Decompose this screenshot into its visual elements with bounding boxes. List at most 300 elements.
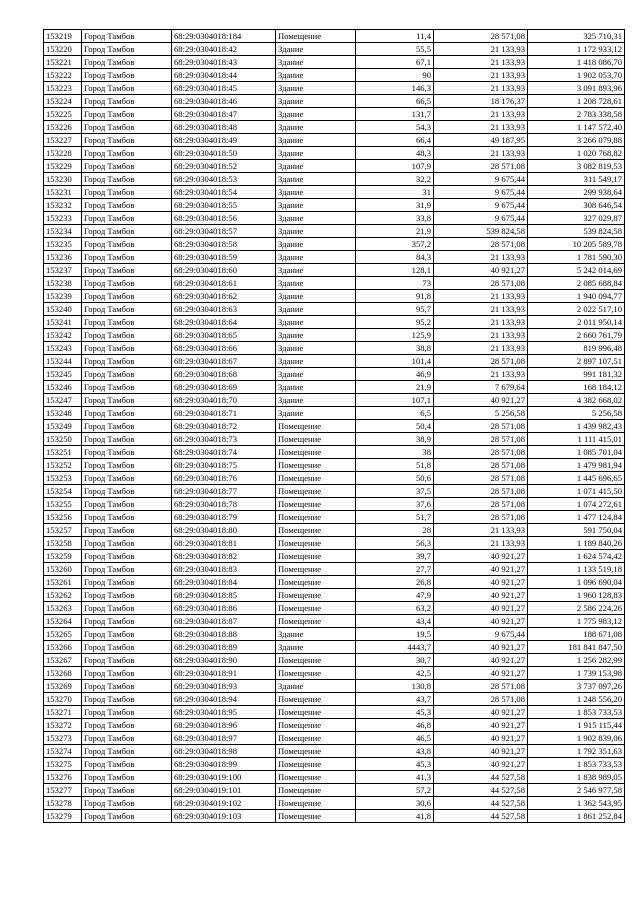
unit-value-cell: 40 921,27	[434, 264, 528, 277]
cadastral-value-cell: 1 792 351,63	[528, 745, 625, 758]
cadastral-number-cell: 68:29:0304018:80	[172, 524, 276, 537]
object-type-cell: Здание	[276, 628, 356, 641]
row-number-cell: 153262	[44, 589, 82, 602]
area-cell: 43,7	[356, 693, 434, 706]
cadastral-number-cell: 68:29:0304018:82	[172, 550, 276, 563]
locality-cell: Город Тамбов	[82, 771, 172, 784]
row-number-cell: 153272	[44, 719, 82, 732]
table-row	[44, 745, 625, 758]
area-cell: 37,6	[356, 498, 434, 511]
unit-value-cell: 40 921,27	[434, 576, 528, 589]
cadastral-value-cell: 3 091 893,96	[528, 82, 625, 95]
cadastral-value-cell: 1 781 590,30	[528, 251, 625, 264]
unit-value-cell: 21 133,93	[434, 82, 528, 95]
cadastral-value-cell: 2 586 224,26	[528, 602, 625, 615]
row-number-cell: 153277	[44, 784, 82, 797]
table-row	[44, 784, 625, 797]
cadastral-number-cell: 68:29:0304018:78	[172, 498, 276, 511]
table-row	[44, 641, 625, 654]
cadastral-value-cell: 1 020 768,82	[528, 147, 625, 160]
locality-cell: Город Тамбов	[82, 589, 172, 602]
unit-value-cell: 40 921,27	[434, 706, 528, 719]
cadastral-value-cell: 2 011 950,14	[528, 316, 625, 329]
unit-value-cell: 9 675,44	[434, 212, 528, 225]
table-row	[44, 654, 625, 667]
cadastral-number-cell: 68:29:0304018:96	[172, 719, 276, 732]
table-row	[44, 225, 625, 238]
unit-value-cell: 28 571,08	[434, 238, 528, 251]
area-cell: 43,4	[356, 615, 434, 628]
area-cell: 31	[356, 186, 434, 199]
cadastral-number-cell: 68:29:0304018:68	[172, 368, 276, 381]
locality-cell: Город Тамбов	[82, 446, 172, 459]
object-type-cell: Помещение	[276, 589, 356, 602]
unit-value-cell: 21 133,93	[434, 43, 528, 56]
cadastral-number-cell: 68:29:0304018:77	[172, 485, 276, 498]
object-type-cell: Помещение	[276, 576, 356, 589]
table-row	[44, 342, 625, 355]
unit-value-cell: 40 921,27	[434, 394, 528, 407]
cadastral-number-cell: 68:29:0304018:44	[172, 69, 276, 82]
object-type-cell: Здание	[276, 69, 356, 82]
area-cell: 41,8	[356, 810, 434, 823]
row-number-cell: 153267	[44, 654, 82, 667]
row-number-cell: 153252	[44, 459, 82, 472]
cadastral-number-cell: 68:29:0304018:47	[172, 108, 276, 121]
object-type-cell: Здание	[276, 329, 356, 342]
cadastral-value-cell: 1 902 839,06	[528, 732, 625, 745]
area-cell: 146,3	[356, 82, 434, 95]
area-cell: 19,5	[356, 628, 434, 641]
cadastral-number-cell: 68:29:0304018:49	[172, 134, 276, 147]
area-cell: 38	[356, 446, 434, 459]
cadastral-value-cell: 3 737 097,26	[528, 680, 625, 693]
row-number-cell: 153235	[44, 238, 82, 251]
table-row	[44, 147, 625, 160]
row-number-cell: 153234	[44, 225, 82, 238]
row-number-cell: 153265	[44, 628, 82, 641]
cadastral-value-cell: 2 022 517,10	[528, 303, 625, 316]
cadastral-number-cell: 68:29:0304018:50	[172, 147, 276, 160]
unit-value-cell: 40 921,27	[434, 563, 528, 576]
row-number-cell: 153221	[44, 56, 82, 69]
cadastral-number-cell: 68:29:0304018:71	[172, 407, 276, 420]
object-type-cell: Здание	[276, 264, 356, 277]
locality-cell: Город Тамбов	[82, 147, 172, 160]
row-number-cell: 153264	[44, 615, 82, 628]
area-cell: 54,3	[356, 121, 434, 134]
cadastral-number-cell: 68:29:0304018:81	[172, 537, 276, 550]
area-cell: 55,5	[356, 43, 434, 56]
cadastral-number-cell: 68:29:0304018:75	[172, 459, 276, 472]
unit-value-cell: 49 187,95	[434, 134, 528, 147]
cadastral-number-cell: 68:29:0304018:48	[172, 121, 276, 134]
locality-cell: Город Тамбов	[82, 108, 172, 121]
area-cell: 130,8	[356, 680, 434, 693]
area-cell: 39,7	[356, 550, 434, 563]
table-row	[44, 524, 625, 537]
cadastral-value-cell: 1 085 701,04	[528, 446, 625, 459]
table-row	[44, 108, 625, 121]
area-cell: 357,2	[356, 238, 434, 251]
object-type-cell: Здание	[276, 342, 356, 355]
cadastral-number-cell: 68:29:0304018:89	[172, 641, 276, 654]
object-type-cell: Помещение	[276, 758, 356, 771]
area-cell: 43,8	[356, 745, 434, 758]
cadastral-value-cell: 1 960 128,83	[528, 589, 625, 602]
object-type-cell: Помещение	[276, 667, 356, 680]
row-number-cell: 153229	[44, 160, 82, 173]
cadastral-number-cell: 68:29:0304018:55	[172, 199, 276, 212]
object-type-cell: Здание	[276, 381, 356, 394]
locality-cell: Город Тамбов	[82, 186, 172, 199]
table-row	[44, 459, 625, 472]
object-type-cell: Здание	[276, 251, 356, 264]
object-type-cell: Помещение	[276, 810, 356, 823]
cadastral-number-cell: 68:29:0304019:100	[172, 771, 276, 784]
row-number-cell: 153248	[44, 407, 82, 420]
table-row	[44, 368, 625, 381]
area-cell: 28	[356, 524, 434, 537]
area-cell: 37,5	[356, 485, 434, 498]
cadastral-value-cell: 1 418 086,70	[528, 56, 625, 69]
unit-value-cell: 28 571,08	[434, 693, 528, 706]
area-cell: 90	[356, 69, 434, 82]
area-cell: 91,8	[356, 290, 434, 303]
cadastral-value-cell: 2 085 688,84	[528, 277, 625, 290]
cadastral-number-cell: 68:29:0304018:42	[172, 43, 276, 56]
unit-value-cell: 7 679,64	[434, 381, 528, 394]
row-number-cell: 153233	[44, 212, 82, 225]
cadastral-number-cell: 68:29:0304018:53	[172, 173, 276, 186]
cadastral-value-cell: 1 172 933,12	[528, 43, 625, 56]
object-type-cell: Помещение	[276, 524, 356, 537]
area-cell: 56,3	[356, 537, 434, 550]
row-number-cell: 153225	[44, 108, 82, 121]
row-number-cell: 153261	[44, 576, 82, 589]
unit-value-cell: 28 571,08	[434, 680, 528, 693]
cadastral-number-cell: 68:29:0304018:90	[172, 654, 276, 667]
locality-cell: Город Тамбов	[82, 368, 172, 381]
cadastral-number-cell: 68:29:0304018:99	[172, 758, 276, 771]
cadastral-number-cell: 68:29:0304018:66	[172, 342, 276, 355]
locality-cell: Город Тамбов	[82, 563, 172, 576]
locality-cell: Город Тамбов	[82, 433, 172, 446]
unit-value-cell: 21 133,93	[434, 537, 528, 550]
object-type-cell: Здание	[276, 108, 356, 121]
unit-value-cell: 21 133,93	[434, 524, 528, 537]
table-row	[44, 290, 625, 303]
table-row	[44, 446, 625, 459]
unit-value-cell: 40 921,27	[434, 745, 528, 758]
cadastral-value-cell: 1 189 840,26	[528, 537, 625, 550]
object-type-cell: Помещение	[276, 797, 356, 810]
cadastral-number-cell: 68:29:0304018:72	[172, 420, 276, 433]
locality-cell: Город Тамбов	[82, 56, 172, 69]
object-type-cell: Здание	[276, 303, 356, 316]
unit-value-cell: 40 921,27	[434, 602, 528, 615]
object-type-cell: Помещение	[276, 30, 356, 43]
row-number-cell: 153219	[44, 30, 82, 43]
object-type-cell: Здание	[276, 641, 356, 654]
table-row	[44, 303, 625, 316]
locality-cell: Город Тамбов	[82, 758, 172, 771]
locality-cell: Город Тамбов	[82, 459, 172, 472]
cadastral-value-cell: 819 996,48	[528, 342, 625, 355]
unit-value-cell: 28 571,08	[434, 160, 528, 173]
cadastral-number-cell: 68:29:0304018:69	[172, 381, 276, 394]
unit-value-cell: 28 571,08	[434, 277, 528, 290]
locality-cell: Город Тамбов	[82, 82, 172, 95]
locality-cell: Город Тамбов	[82, 173, 172, 186]
locality-cell: Город Тамбов	[82, 745, 172, 758]
object-type-cell: Помещение	[276, 732, 356, 745]
cadastral-value-cell: 327 029,87	[528, 212, 625, 225]
unit-value-cell: 28 571,08	[434, 420, 528, 433]
object-type-cell: Здание	[276, 290, 356, 303]
locality-cell: Город Тамбов	[82, 251, 172, 264]
cadastral-number-cell: 68:29:0304018:74	[172, 446, 276, 459]
cadastral-number-cell: 68:29:0304018:98	[172, 745, 276, 758]
row-number-cell: 153227	[44, 134, 82, 147]
cadastral-value-cell: 1 147 572,40	[528, 121, 625, 134]
locality-cell: Город Тамбов	[82, 628, 172, 641]
area-cell: 42,5	[356, 667, 434, 680]
table-row	[44, 43, 625, 56]
object-type-cell: Здание	[276, 82, 356, 95]
cadastral-value-cell: 3 266 079,88	[528, 134, 625, 147]
object-type-cell: Здание	[276, 355, 356, 368]
cadastral-number-cell: 68:29:0304018:43	[172, 56, 276, 69]
row-number-cell: 153250	[44, 433, 82, 446]
row-number-cell: 153263	[44, 602, 82, 615]
unit-value-cell: 28 571,08	[434, 433, 528, 446]
table-row	[44, 680, 625, 693]
area-cell: 27,7	[356, 563, 434, 576]
area-cell: 67,1	[356, 56, 434, 69]
cadastral-number-cell: 68:29:0304018:62	[172, 290, 276, 303]
unit-value-cell: 40 921,27	[434, 732, 528, 745]
object-type-cell: Помещение	[276, 654, 356, 667]
object-type-cell: Здание	[276, 680, 356, 693]
row-number-cell: 153274	[44, 745, 82, 758]
unit-value-cell: 21 133,93	[434, 121, 528, 134]
table-row	[44, 30, 625, 43]
cadastral-value-cell: 1 248 556,20	[528, 693, 625, 706]
cadastral-value-cell: 2 897 107,51	[528, 355, 625, 368]
area-cell: 66,5	[356, 95, 434, 108]
object-type-cell: Помещение	[276, 563, 356, 576]
row-number-cell: 153278	[44, 797, 82, 810]
locality-cell: Город Тамбов	[82, 316, 172, 329]
cadastral-number-cell: 68:29:0304018:87	[172, 615, 276, 628]
cadastral-value-cell: 539 824,58	[528, 225, 625, 238]
area-cell: 84,3	[356, 251, 434, 264]
row-number-cell: 153255	[44, 498, 82, 511]
unit-value-cell: 40 921,27	[434, 550, 528, 563]
locality-cell: Город Тамбов	[82, 485, 172, 498]
area-cell: 63,2	[356, 602, 434, 615]
locality-cell: Город Тамбов	[82, 810, 172, 823]
cadastral-number-cell: 68:29:0304019:103	[172, 810, 276, 823]
cadastral-number-cell: 68:29:0304018:83	[172, 563, 276, 576]
object-type-cell: Здание	[276, 277, 356, 290]
area-cell: 73	[356, 277, 434, 290]
row-number-cell: 153230	[44, 173, 82, 186]
locality-cell: Город Тамбов	[82, 43, 172, 56]
cadastral-value-cell: 1 362 543,95	[528, 797, 625, 810]
locality-cell: Город Тамбов	[82, 420, 172, 433]
unit-value-cell: 21 133,93	[434, 303, 528, 316]
cadastral-value-cell: 299 938,64	[528, 186, 625, 199]
row-number-cell: 153259	[44, 550, 82, 563]
area-cell: 11,4	[356, 30, 434, 43]
locality-cell: Город Тамбов	[82, 654, 172, 667]
locality-cell: Город Тамбов	[82, 381, 172, 394]
locality-cell: Город Тамбов	[82, 719, 172, 732]
row-number-cell: 153239	[44, 290, 82, 303]
table-row	[44, 186, 625, 199]
object-type-cell: Здание	[276, 134, 356, 147]
table-row	[44, 810, 625, 823]
object-type-cell: Помещение	[276, 433, 356, 446]
row-number-cell: 153270	[44, 693, 82, 706]
row-number-cell: 153275	[44, 758, 82, 771]
unit-value-cell: 40 921,27	[434, 615, 528, 628]
cadastral-value-cell: 2 660 761,79	[528, 329, 625, 342]
cadastral-number-cell: 68:29:0304018:56	[172, 212, 276, 225]
unit-value-cell: 21 133,93	[434, 342, 528, 355]
object-type-cell: Помещение	[276, 485, 356, 498]
cadastral-value-cell: 1 915 115,44	[528, 719, 625, 732]
cadastral-value-cell: 1 439 982,43	[528, 420, 625, 433]
object-type-cell: Здание	[276, 147, 356, 160]
unit-value-cell: 40 921,27	[434, 719, 528, 732]
cadastral-number-cell: 68:29:0304018:84	[172, 576, 276, 589]
row-number-cell: 153266	[44, 641, 82, 654]
cadastral-value-cell: 325 710,31	[528, 30, 625, 43]
table-row	[44, 355, 625, 368]
cadastral-number-cell: 68:29:0304019:101	[172, 784, 276, 797]
area-cell: 26,8	[356, 576, 434, 589]
unit-value-cell: 21 133,93	[434, 56, 528, 69]
row-number-cell: 153253	[44, 472, 82, 485]
locality-cell: Город Тамбов	[82, 160, 172, 173]
cadastral-number-cell: 68:29:0304018:85	[172, 589, 276, 602]
locality-cell: Город Тамбов	[82, 784, 172, 797]
cadastral-value-cell: 991 181,32	[528, 368, 625, 381]
object-type-cell: Здание	[276, 121, 356, 134]
cadastral-number-cell: 68:29:0304018:59	[172, 251, 276, 264]
cadastral-number-cell: 68:29:0304018:93	[172, 680, 276, 693]
row-number-cell: 153271	[44, 706, 82, 719]
table-row	[44, 56, 625, 69]
row-number-cell: 153228	[44, 147, 82, 160]
area-cell: 101,4	[356, 355, 434, 368]
table-row	[44, 160, 625, 173]
locality-cell: Город Тамбов	[82, 641, 172, 654]
cadastral-value-cell: 1 902 053,70	[528, 69, 625, 82]
locality-cell: Город Тамбов	[82, 524, 172, 537]
locality-cell: Город Тамбов	[82, 472, 172, 485]
cadastral-value-cell: 591 750,04	[528, 524, 625, 537]
cadastral-value-cell: 1 071 415,50	[528, 485, 625, 498]
table-row	[44, 121, 625, 134]
area-cell: 45,3	[356, 758, 434, 771]
area-cell: 21,9	[356, 381, 434, 394]
object-type-cell: Здание	[276, 43, 356, 56]
cadastral-number-cell: 68:29:0304018:57	[172, 225, 276, 238]
object-type-cell: Здание	[276, 56, 356, 69]
cadastral-value-cell: 1 096 690,04	[528, 576, 625, 589]
area-cell: 51,7	[356, 511, 434, 524]
unit-value-cell: 21 133,93	[434, 368, 528, 381]
object-type-cell: Здание	[276, 238, 356, 251]
object-type-cell: Здание	[276, 160, 356, 173]
cadastral-value-cell: 1 775 983,12	[528, 615, 625, 628]
cadastral-number-cell: 68:29:0304018:79	[172, 511, 276, 524]
cadastral-number-cell: 68:29:0304018:73	[172, 433, 276, 446]
locality-cell: Город Тамбов	[82, 394, 172, 407]
table-row	[44, 238, 625, 251]
unit-value-cell: 21 133,93	[434, 251, 528, 264]
table-row	[44, 329, 625, 342]
object-type-cell: Помещение	[276, 784, 356, 797]
locality-cell: Город Тамбов	[82, 121, 172, 134]
cadastral-number-cell: 68:29:0304018:67	[172, 355, 276, 368]
table-row	[44, 394, 625, 407]
unit-value-cell: 539 824,58	[434, 225, 528, 238]
object-type-cell: Помещение	[276, 719, 356, 732]
cadastral-value-cell: 311 549,17	[528, 173, 625, 186]
table-row	[44, 95, 625, 108]
cadastral-number-cell: 68:29:0304018:60	[172, 264, 276, 277]
area-cell: 57,2	[356, 784, 434, 797]
row-number-cell: 153273	[44, 732, 82, 745]
table-row	[44, 706, 625, 719]
area-cell: 46,8	[356, 719, 434, 732]
row-number-cell: 153231	[44, 186, 82, 199]
row-number-cell: 153276	[44, 771, 82, 784]
row-number-cell: 153241	[44, 316, 82, 329]
locality-cell: Город Тамбов	[82, 134, 172, 147]
area-cell: 4443,7	[356, 641, 434, 654]
cadastral-value-cell: 10 205 589,78	[528, 238, 625, 251]
row-number-cell: 153256	[44, 511, 82, 524]
object-type-cell: Помещение	[276, 472, 356, 485]
locality-cell: Город Тамбов	[82, 550, 172, 563]
row-number-cell: 153268	[44, 667, 82, 680]
area-cell: 51,8	[356, 459, 434, 472]
row-number-cell: 153251	[44, 446, 82, 459]
locality-cell: Город Тамбов	[82, 30, 172, 43]
object-type-cell: Помещение	[276, 706, 356, 719]
cadastral-value-cell: 1 853 733,53	[528, 758, 625, 771]
cadastral-value-cell: 1 111 415,01	[528, 433, 625, 446]
table-row	[44, 212, 625, 225]
table-row	[44, 173, 625, 186]
object-type-cell: Здание	[276, 407, 356, 420]
cadastral-value-cell: 1 853 733,53	[528, 706, 625, 719]
unit-value-cell: 28 571,08	[434, 485, 528, 498]
locality-cell: Город Тамбов	[82, 615, 172, 628]
area-cell: 32,2	[356, 173, 434, 186]
area-cell: 30,7	[356, 654, 434, 667]
table-row	[44, 628, 625, 641]
table-row	[44, 251, 625, 264]
row-number-cell: 153236	[44, 251, 82, 264]
area-cell: 107,9	[356, 160, 434, 173]
